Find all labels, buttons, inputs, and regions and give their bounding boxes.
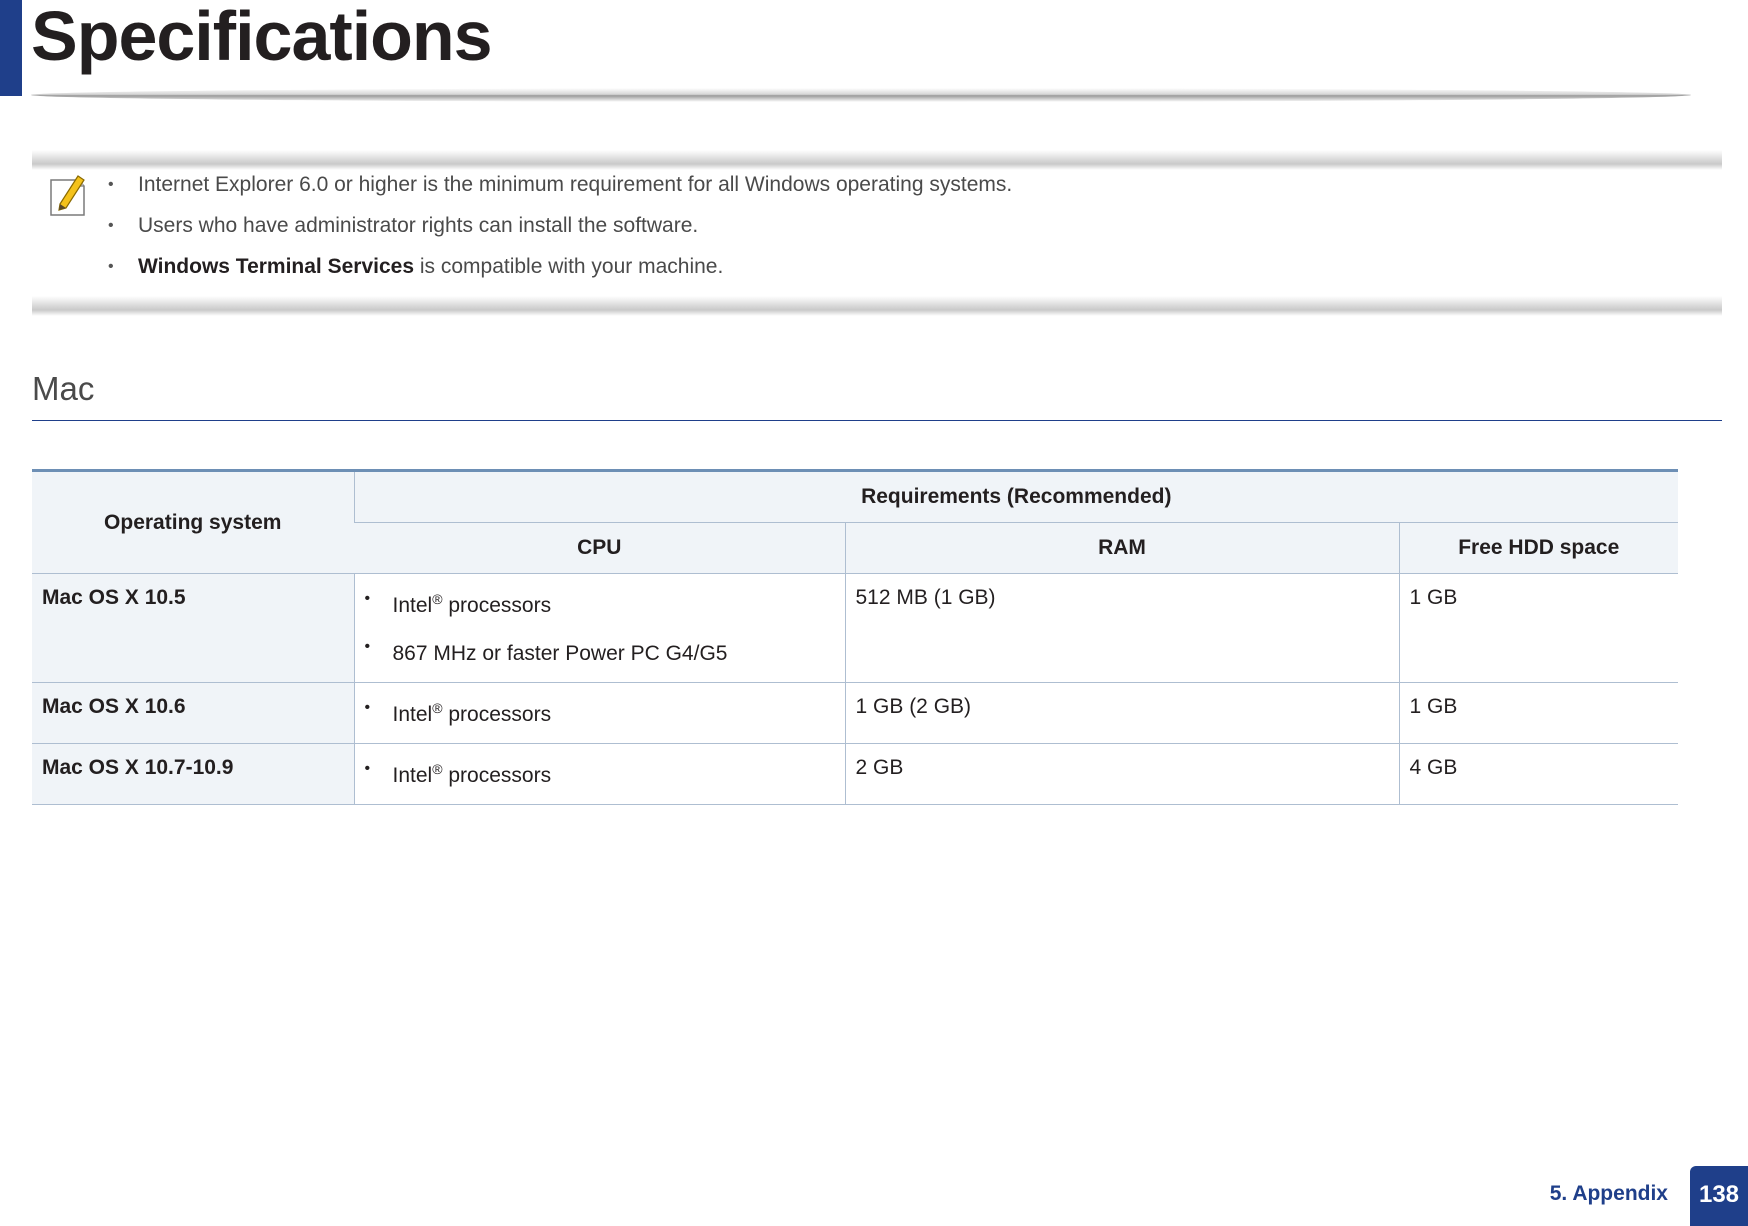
note-top-divider bbox=[32, 150, 1722, 170]
header-ram: RAM bbox=[845, 523, 1399, 574]
table-row bbox=[32, 744, 1678, 805]
note-item: • Users who have administrator rights can install the software. bbox=[106, 211, 1012, 252]
os-cell: Mac OS X 10.6 bbox=[32, 683, 354, 744]
os-cell: Mac OS X 10.7-10.9 bbox=[32, 744, 354, 805]
cpu-item: • 867 MHz or faster Power PC G4/G5 bbox=[365, 634, 835, 667]
header-requirements: Requirements (Recommended) bbox=[354, 471, 1678, 523]
cpu-cell bbox=[354, 683, 845, 744]
page-number-badge: 138 bbox=[1690, 1166, 1748, 1226]
chapter-tab-marker bbox=[0, 0, 22, 96]
section-title: Mac bbox=[32, 370, 95, 407]
cpu-cell bbox=[354, 744, 845, 805]
page-title: Specifications bbox=[31, 0, 492, 75]
hdd-cell: 1 GB bbox=[1399, 574, 1678, 683]
note-item: • Windows Terminal Services is compatible with your machine. bbox=[106, 252, 1012, 293]
footer-section-label: 5. Appendix bbox=[1549, 1182, 1668, 1205]
note-bottom-divider bbox=[32, 296, 1722, 316]
hdd-cell: 1 GB bbox=[1399, 683, 1678, 744]
table-row bbox=[32, 574, 1678, 683]
section-divider bbox=[32, 420, 1722, 421]
header-hdd: Free HDD space bbox=[1399, 523, 1678, 574]
mac-requirements-table bbox=[32, 469, 1678, 805]
title-divider bbox=[31, 88, 1691, 102]
header-operating-system: Operating system bbox=[32, 471, 354, 574]
table-row bbox=[32, 683, 1678, 744]
cpu-item: • Intel® processors bbox=[365, 695, 835, 728]
header-cpu: CPU bbox=[354, 523, 845, 574]
note-list bbox=[106, 170, 1012, 293]
ram-cell: 2 GB bbox=[845, 744, 1399, 805]
hdd-cell: 4 GB bbox=[1399, 744, 1678, 805]
ram-cell: 512 MB (1 GB) bbox=[845, 574, 1399, 683]
ram-cell: 1 GB (2 GB) bbox=[845, 683, 1399, 744]
note-pencil-icon bbox=[48, 172, 88, 218]
note-item: • Internet Explorer 6.0 or higher is the minimum requirement for all Windows operating systems. bbox=[106, 170, 1012, 211]
os-cell: Mac OS X 10.5 bbox=[32, 574, 354, 683]
cpu-item: • Intel® processors bbox=[365, 756, 835, 789]
cpu-item: • Intel® processors bbox=[365, 586, 835, 619]
cpu-cell bbox=[354, 574, 845, 683]
